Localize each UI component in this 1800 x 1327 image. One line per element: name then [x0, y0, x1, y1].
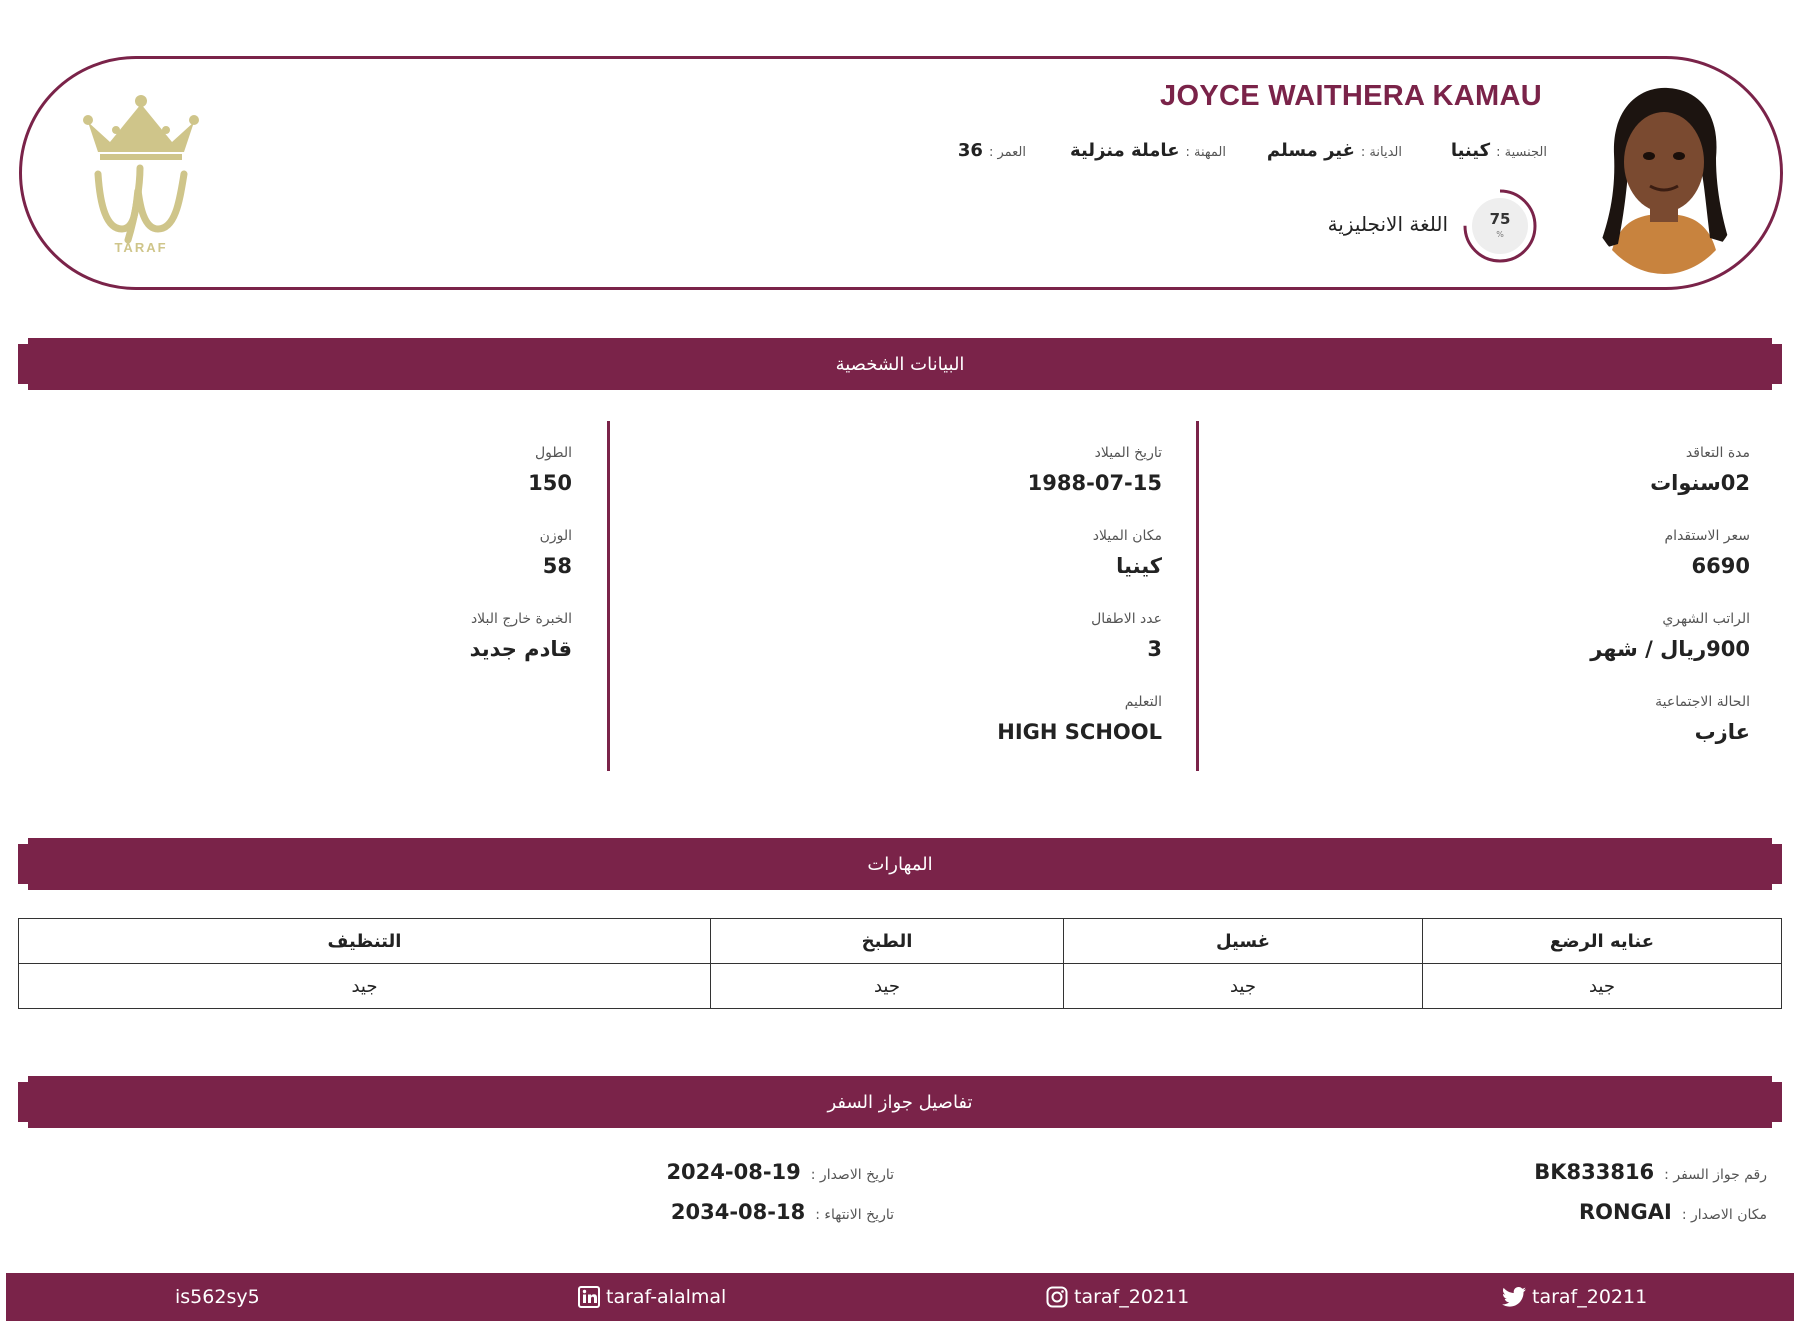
contract-field: [1650, 444, 1750, 498]
height-label: الطول: [534, 445, 572, 461]
education-label: التعليم: [1124, 694, 1162, 710]
children-field: [1091, 610, 1162, 664]
religion-field: [1267, 140, 1402, 161]
english-label: اللغة الانجليزية: [1327, 212, 1448, 236]
age-value: 36: [957, 140, 983, 161]
issue-place-field: [1579, 1200, 1767, 1224]
passport-number-value: BK833816: [1534, 1160, 1655, 1184]
expiry-date-value: 2034-08-18: [670, 1200, 806, 1224]
skill-header: غسيل: [1064, 919, 1423, 964]
birthplace-label: مكان الميلاد: [1092, 528, 1162, 544]
section-passport-title: تفاصيل جواز السفر: [28, 1076, 1772, 1128]
skills-value-row: [19, 964, 1782, 1009]
skill-value: جيد: [1423, 964, 1782, 1009]
weight-value: 58: [542, 554, 572, 578]
skill-value: جيد: [711, 964, 1064, 1009]
age-field: [958, 140, 1026, 161]
marital-label: الحالة الاجتماعية: [1655, 694, 1750, 710]
recruit-price-label: سعر الاستقدام: [1664, 528, 1750, 544]
skill-value: جيد: [19, 964, 711, 1009]
birthplace-value: كينيا: [1116, 554, 1162, 578]
section-skills-title: المهارات: [28, 838, 1772, 890]
contract-label: مدة التعاقد: [1685, 445, 1750, 461]
instagram-icon: [1046, 1286, 1068, 1308]
experience-value: قادم جديد: [469, 637, 572, 661]
issue-place-value: RONGAI: [1578, 1200, 1672, 1224]
marital-field: [1655, 693, 1750, 747]
expiry-date-label: تاريخ الانتهاء :: [815, 1207, 894, 1223]
twitter-icon: [1502, 1287, 1526, 1307]
passport-number-field: [1534, 1160, 1767, 1184]
salary-value: 900ريال / شهر: [1590, 637, 1750, 661]
experience-field: [470, 610, 572, 664]
height-field: [528, 444, 572, 498]
personal-column-3: [32, 444, 572, 774]
profession-label: المهنة :: [1185, 145, 1226, 160]
religion-label: الديانة :: [1360, 145, 1402, 160]
taraf-logo: [80, 94, 202, 254]
skill-header: الطبخ: [711, 919, 1064, 964]
instagram-handle: taraf_20211: [1074, 1286, 1190, 1308]
section-personal-title: البيانات الشخصية: [28, 338, 1772, 390]
issue-date-value: 2024-08-19: [666, 1160, 801, 1184]
personal-column-1: [1210, 444, 1750, 774]
profession-value: عاملة منزلية: [1070, 140, 1180, 161]
skill-header: التنظيف: [19, 919, 711, 964]
skill-value: جيد: [1064, 964, 1423, 1009]
english-level-value: 75: [1489, 210, 1511, 228]
nationality-field: [1451, 140, 1547, 161]
religion-value: غير مسلم: [1266, 140, 1355, 161]
issue-date-field: [666, 1160, 894, 1184]
issue-date-label: تاريخ الاصدار :: [810, 1167, 894, 1183]
english-level-unit: %: [1496, 230, 1504, 239]
nationality-value: كينيا: [1450, 140, 1491, 161]
weight-field: [540, 527, 572, 581]
birthdate-label: تاريخ الميلاد: [1094, 445, 1162, 461]
footer-linkedin-link[interactable]: [578, 1273, 726, 1321]
footer-twitter-link[interactable]: [1502, 1273, 1647, 1321]
recruit-price-value: 6690: [1691, 554, 1750, 578]
linkedin-icon: [578, 1286, 600, 1308]
salary-field: [1590, 610, 1750, 664]
birthdate-value: 1988-07-15: [1027, 471, 1162, 495]
logo-text: TARAF: [114, 240, 168, 255]
twitter-handle: taraf_20211: [1532, 1286, 1648, 1308]
contract-value: 02سنوات: [1650, 471, 1750, 495]
marital-value: عازب: [1694, 720, 1750, 744]
personal-column-2: [622, 444, 1162, 774]
education-value: HIGH SCHOOL: [997, 720, 1162, 744]
skills-table: [18, 918, 1782, 1009]
age-label: العمر :: [988, 145, 1026, 160]
issue-place-label: مكان الاصدار :: [1681, 1207, 1767, 1223]
expiry-date-field: [671, 1200, 894, 1224]
birthplace-field: [1093, 527, 1162, 581]
children-value: 3: [1147, 637, 1162, 661]
footer-instagram-link[interactable]: [1046, 1273, 1189, 1321]
profession-field: [1070, 140, 1226, 161]
column-divider: [1196, 421, 1199, 771]
weight-label: الوزن: [539, 528, 572, 544]
education-field: [997, 693, 1162, 747]
footer-code: [175, 1273, 260, 1321]
experience-label: الخبرة خارج البلاد: [470, 611, 572, 627]
crown-logo-icon: [80, 94, 202, 254]
nationality-label: الجنسية :: [1496, 145, 1547, 160]
section-personal-header: [18, 338, 1782, 390]
footer-bar: [6, 1273, 1794, 1321]
height-value: 150: [528, 471, 572, 495]
section-skills-header: [18, 838, 1782, 890]
passport-number-label: رقم جواز السفر :: [1664, 1167, 1767, 1183]
worker-name: JOYCE WAITHERA KAMAU: [1160, 80, 1542, 112]
salary-label: الراتب الشهري: [1662, 611, 1750, 627]
skill-header: عنايه الرضع: [1423, 919, 1782, 964]
column-divider: [607, 421, 610, 771]
reference-code: is562sy5: [175, 1286, 260, 1308]
recruit-price-field: [1665, 527, 1750, 581]
linkedin-handle: taraf-alalmal: [606, 1286, 727, 1308]
profile-photo: [1584, 74, 1744, 274]
section-passport-header: [18, 1076, 1782, 1128]
skills-header-row: [19, 919, 1782, 964]
birthdate-field: [1028, 444, 1162, 498]
children-label: عدد الاطفال: [1091, 611, 1162, 627]
english-level-gauge: [1462, 188, 1538, 264]
